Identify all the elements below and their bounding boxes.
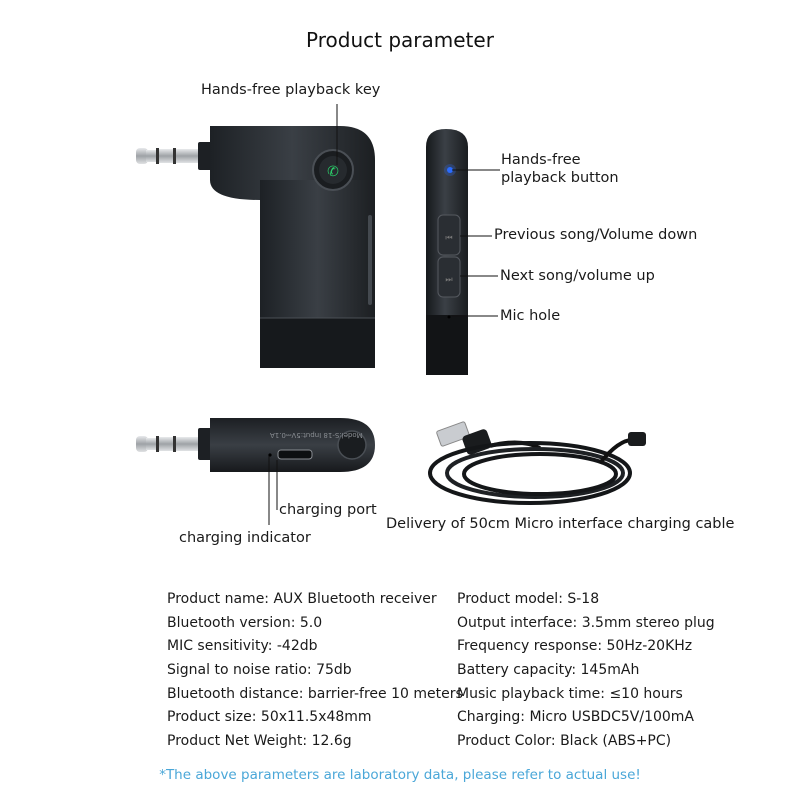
callout-charging-indicator: charging indicator [179, 530, 311, 546]
spec-item: Product name: AUX Bluetooth receiver [167, 591, 437, 607]
callout-charging-port: charging port [279, 502, 377, 518]
spec-item: Product Color: Black (ABS+PC) [457, 733, 672, 750]
spec-item: Product size: 50x11.5x48mm [167, 709, 372, 726]
specs-left-column [167, 591, 463, 757]
spec-item: Bluetooth version: 5.0 [167, 614, 323, 631]
callout-cable-delivery: Delivery of 50cm Micro interface charging cable [386, 516, 735, 532]
spec-item: Product model: S-18 [457, 591, 600, 607]
svg-text:⏭: ⏭ [445, 275, 453, 284]
callout-next-song: Next song/volume up [500, 268, 655, 284]
spec-item: Frequency response: 50Hz-20KHz [457, 638, 693, 655]
callout-hands-free-key: Hands-free playback key [201, 82, 381, 98]
spec-item: Music playback time: ≤10 hours [457, 685, 683, 702]
spec-item: Battery capacity: 145mAh [457, 662, 640, 679]
page-title: Product parameter [306, 28, 494, 52]
spec-item: Signal to noise ratio: 75db [167, 662, 352, 679]
svg-text:✆: ✆ [327, 164, 339, 180]
callout-previous-song: Previous song/Volume down [494, 227, 698, 243]
spec-item: MIC sensitivity: -42db [167, 638, 318, 655]
footnote: *The above parameters are laboratory data, please refer to actual use! [159, 767, 641, 783]
specs-right-column [457, 591, 715, 757]
svg-text:⏮: ⏮ [445, 233, 453, 242]
callout-mic-hole: Mic hole [500, 308, 561, 324]
callout-hands-free-button: Hands-free playback button [501, 152, 619, 186]
spec-item: Bluetooth distance: barrier-free 10 meters [167, 685, 463, 702]
spec-item: Product Net Weight: 12.6g [167, 733, 352, 750]
spec-item: Output interface: 3.5mm stereo plug [457, 614, 715, 631]
device-print: Model:S-18 Input:5V⎓0.1A [270, 431, 363, 439]
spec-item: Charging: Micro USBDC5V/100mA [457, 709, 695, 726]
